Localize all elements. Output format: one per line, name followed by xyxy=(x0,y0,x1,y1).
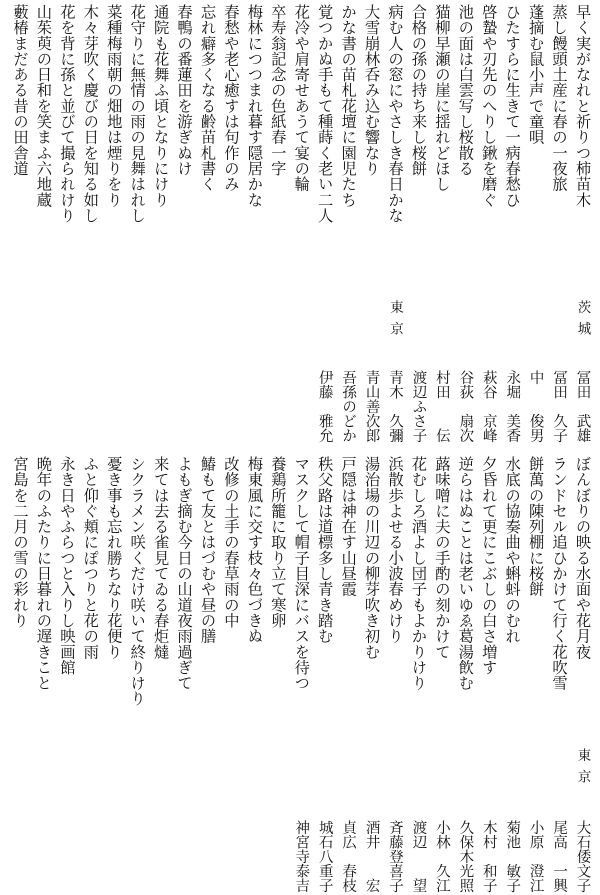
haiku-poem: かな書の苗札花壇に園児たち xyxy=(339,4,358,208)
author-name: 谷荻 扇次 xyxy=(457,369,474,442)
haiku-column xyxy=(547,4,570,442)
haiku-column xyxy=(219,456,242,892)
haiku-column xyxy=(360,456,383,892)
haiku-column xyxy=(266,456,289,892)
author-place: 東京 xyxy=(387,300,403,343)
author-name: 萩谷 京峰 xyxy=(480,369,497,442)
haiku-poem: 永き日やふらつと入りし映画館 xyxy=(57,456,76,676)
author-name: 神宮寺泰吉 xyxy=(293,819,310,892)
haiku-poem: 花を背に孫と並びて撮られけり xyxy=(57,4,76,224)
author-name: 青木 久彌 xyxy=(387,369,403,442)
haiku-column xyxy=(360,4,383,442)
haiku-poem: 池の面は白雲写し桜散る xyxy=(456,4,475,177)
haiku-poem: 逆らはぬことは老いゆゑ葛湯飲む xyxy=(456,456,475,691)
haiku-column xyxy=(500,456,523,892)
haiku-column xyxy=(266,4,289,442)
haiku-poem: 養鶏所籠に取り立て寒卵 xyxy=(268,456,287,629)
author-name: 城石八重子 xyxy=(316,819,333,892)
author-name: 斉藤登喜子 xyxy=(387,819,403,892)
haiku-poem: 病む人の窓にやさしき春日かな xyxy=(386,4,404,224)
haiku-column xyxy=(102,456,125,892)
author-name: 尾高 一興 xyxy=(551,819,568,892)
haiku-poem: 夕昏れて更にこぶしの白さ増す xyxy=(479,456,498,676)
haiku-column xyxy=(172,456,195,892)
haiku-column xyxy=(430,4,453,442)
haiku-poem: 浜散歩よせる小波春めけり xyxy=(386,456,404,644)
haiku-column xyxy=(524,456,547,892)
haiku-poem: 覚つかぬ手もて種蒔く老い二人 xyxy=(315,4,334,224)
author-place: 茨城 xyxy=(574,300,591,343)
haiku-poem: 梅東風に交す枝々色づきぬ xyxy=(245,456,264,644)
haiku-poem: 通院も花舞ふ頃となりにけり xyxy=(151,4,170,208)
author-name: 村田 伝 xyxy=(433,369,450,442)
haiku-column xyxy=(102,4,125,442)
author-name: 菊池 敏子 xyxy=(504,819,521,892)
author-name: 渡辺 望 xyxy=(410,819,427,892)
author-name: 小林 久江 xyxy=(433,819,450,892)
haiku-poem: 大雪崩林呑み込む響なり xyxy=(362,4,381,177)
haiku-column xyxy=(336,4,359,442)
haiku-column xyxy=(8,456,31,892)
haiku-poem: シクラメン咲くだけ咲いて終りけり xyxy=(128,456,147,707)
haiku-column xyxy=(477,456,500,892)
haiku-column xyxy=(242,4,265,442)
author-name: 渡辺ふさ子 xyxy=(410,369,427,442)
haiku-poem: 来ては去る雀見てゐる春炬燵 xyxy=(151,456,170,660)
haiku-poem: 花むしろ酒よし団子もよかりけり xyxy=(409,456,428,691)
haiku-poem: 秩父路は道標多し青き踏む xyxy=(315,456,334,644)
haiku-poem: 憂き事も忘れ勝ちなり花便り xyxy=(104,456,123,660)
haiku-poem: 菜種梅雨朝の畑地は煙りをり xyxy=(104,4,123,208)
haiku-column xyxy=(31,4,54,442)
haiku-column xyxy=(242,456,265,892)
haiku-poem: マスクして帽子目深にバスを待つ xyxy=(292,456,311,691)
haiku-poem: 蓬摘む鼠小声で童唄 xyxy=(526,4,545,145)
author-name: 吾孫のどか xyxy=(340,369,357,442)
haiku-poem: 蒸し饅頭土産に春の一夜旅 xyxy=(550,4,569,192)
haiku-poem: よもぎ摘む今日の山道夜雨過ぎて xyxy=(175,456,194,691)
haiku-column xyxy=(78,4,101,442)
haiku-poem: 藪椿まだある昔の田舎道 xyxy=(11,4,29,177)
author-name: 貞広 春枝 xyxy=(340,819,357,892)
haiku-column xyxy=(453,456,476,892)
haiku-column xyxy=(125,4,148,442)
haiku-poem: 餅萬の陳列棚に桜餅 xyxy=(526,456,545,597)
haiku-column xyxy=(313,456,336,892)
haiku-poem: 花冷や肩寄せあうて宴の輪 xyxy=(292,4,311,192)
haiku-poem: 宮島を二月の雪の彩れり xyxy=(11,456,29,629)
haiku-column xyxy=(430,456,453,892)
haiku-poem: 啓蟄や刃先のへりし鍬を磨ぐ xyxy=(479,4,498,208)
haiku-poem: 早く実がなれと祈りつ柿苗木 xyxy=(573,4,592,208)
haiku-column xyxy=(172,4,195,442)
author-name: 青山善次郎 xyxy=(363,369,380,442)
haiku-column xyxy=(125,456,148,892)
haiku-column xyxy=(149,4,172,442)
haiku-poem: 忘れ癖多くなる齢苗札書く xyxy=(198,4,217,192)
haiku-column xyxy=(149,456,172,892)
haiku-column xyxy=(383,4,406,442)
upper-haiku-block xyxy=(0,4,600,442)
author-name: 小原 澄江 xyxy=(527,819,544,892)
haiku-poem: 水底の協奏曲や蝌蚪のむれ xyxy=(503,456,522,644)
haiku-column xyxy=(219,4,242,442)
haiku-poem: 改修の土手の春草雨の中 xyxy=(221,456,240,629)
author-name: 木村 和子 xyxy=(480,819,497,892)
author-name: 永堀 美香 xyxy=(504,369,521,442)
haiku-poem: 春鴨の番蓮田を游ぎぬけ xyxy=(175,4,194,177)
haiku-column xyxy=(289,456,312,892)
haiku-column xyxy=(289,4,312,442)
haiku-poem: 猫柳早瀬の崖に揺れどほし xyxy=(432,4,451,192)
haiku-column xyxy=(547,456,570,892)
author-name: 大石倭文子 xyxy=(574,819,591,892)
haiku-poem: 卒寿翁記念の色紙春一字 xyxy=(268,4,287,177)
haiku-column xyxy=(571,456,594,892)
haiku-column xyxy=(477,4,500,442)
haiku-column xyxy=(196,4,219,442)
haiku-column xyxy=(8,4,31,442)
haiku-column xyxy=(196,456,219,892)
author-place: 東京 xyxy=(574,748,591,791)
haiku-poem: 春愁や老心癒すは句作のみ xyxy=(221,4,240,192)
haiku-column xyxy=(55,456,78,892)
haiku-poem: 戸隠は神在す山昼霞 xyxy=(339,456,358,597)
haiku-column xyxy=(31,456,54,892)
haiku-poem: ひたすらに生きて一病春愁ひ xyxy=(503,4,522,208)
haiku-column xyxy=(383,456,406,892)
haiku-column xyxy=(336,456,359,892)
lower-haiku-block xyxy=(0,456,600,892)
haiku-column xyxy=(406,456,429,892)
haiku-poem: ランドセル追ひかけて行く花吹雪 xyxy=(550,456,569,691)
author-name: 冨田 武雄 xyxy=(574,369,591,442)
haiku-column xyxy=(55,4,78,442)
haiku-poem: 木々芽吹く慶びの日を知る如し xyxy=(81,4,100,224)
haiku-column xyxy=(500,4,523,442)
haiku-column xyxy=(524,4,547,442)
haiku-poem: 山茱萸の日和を笑まふ六地蔵 xyxy=(34,4,53,208)
author-name: 伊藤 雅允 xyxy=(316,369,333,442)
haiku-poem: 湯治場の川辺の柳芽吹き初む xyxy=(362,456,381,660)
haiku-column xyxy=(313,4,336,442)
haiku-poem: 鰆もて友とはづむや昼の膳 xyxy=(198,456,217,644)
haiku-poem: 晩年のふたりに日暮れの遅きこと xyxy=(34,456,53,691)
haiku-poem: ぼんぼりの映る水面や花月夜 xyxy=(573,456,592,660)
author-name: 冨田 久子 xyxy=(551,369,568,442)
author-name: 酒井 宏 xyxy=(363,819,380,892)
haiku-column xyxy=(406,4,429,442)
haiku-poem: 梅林につつまれ暮す隠居かな xyxy=(245,4,264,208)
haiku-column xyxy=(571,4,594,442)
haiku-column xyxy=(453,4,476,442)
haiku-column xyxy=(78,456,101,892)
author-name: 中 俊男 xyxy=(527,369,544,442)
haiku-poem: 蕗味噌に夫の手酌の刻かけて xyxy=(432,456,451,660)
author-name: 久保木光照 xyxy=(457,819,474,892)
haiku-poem: 合格の孫の持ち来し桜餅 xyxy=(409,4,428,177)
haiku-poem: 花守りに無情の雨の見舞はれし xyxy=(128,4,147,224)
haiku-poem: ふと仰ぐ頬にぽつりと花の雨 xyxy=(81,456,100,660)
